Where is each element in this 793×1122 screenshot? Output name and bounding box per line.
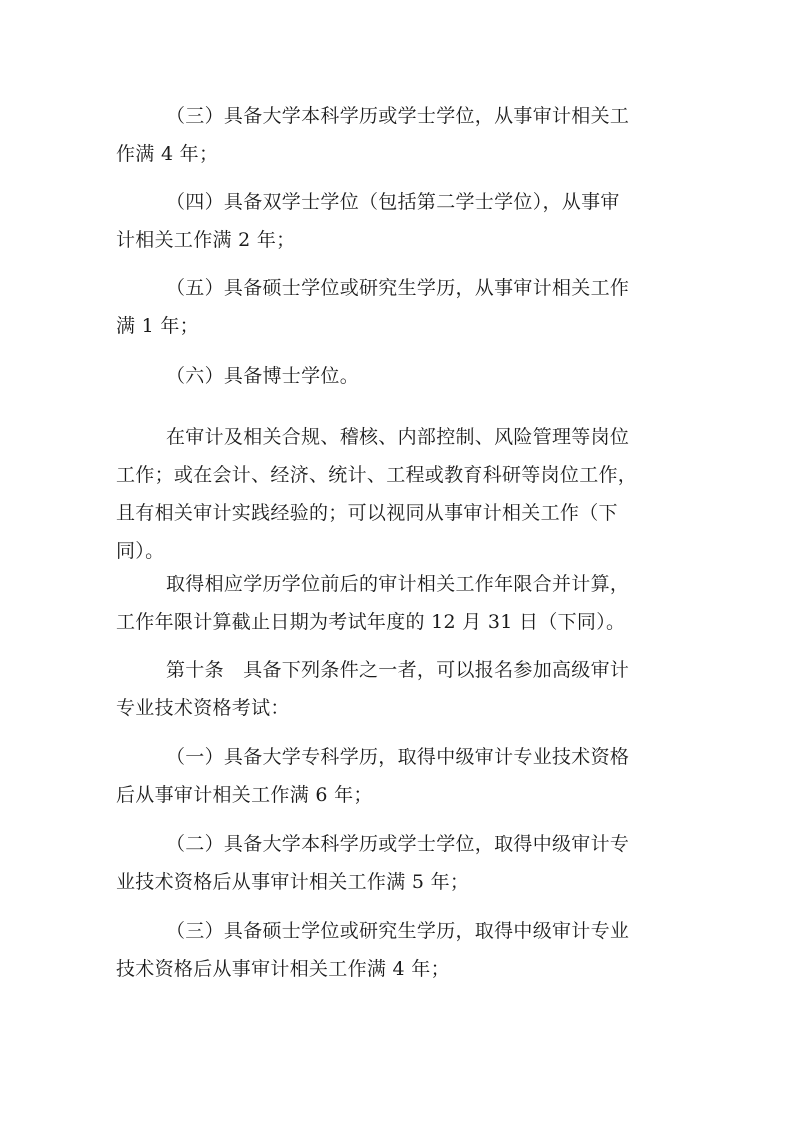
paragraph-clause-5-master: [116, 269, 676, 345]
text-line: （一）具备大学专科学历，取得中级审计专业技术资格: [166, 746, 630, 768]
text-line: 取得相应学历学位前后的审计相关工作年限合并计算，: [166, 573, 630, 595]
text-line: （三）具备大学本科学历或学士学位，从事审计相关工: [166, 105, 630, 127]
text-line: （六）具备博士学位。: [166, 365, 360, 387]
text-line: （四）具备双学士学位（包括第二学士学位），从事审: [166, 191, 620, 213]
text-line: 计相关工作满 2 年；: [116, 229, 296, 251]
text-line: 工作年限计算截止日期为考试年度的 12 月 31 日（下同）。: [116, 611, 626, 633]
paragraph-article-10: [116, 651, 676, 727]
paragraph-clause-3-bachelor: [116, 97, 676, 173]
paragraph-clause-4-double-degree: [116, 183, 676, 259]
text-line: （二）具备大学本科学历或学士学位，取得中级审计专: [166, 833, 630, 855]
text-line: 后从事审计相关工作满 6 年；: [116, 784, 373, 806]
text-line: 在审计及相关合规、稽核、内部控制、风险管理等岗位: [166, 426, 630, 448]
text-line: 满 1 年；: [116, 315, 199, 337]
paragraph-clause-6-doctor: [116, 357, 676, 395]
text-line: 作满 4 年；: [116, 143, 219, 165]
text-line: 技术资格后从事审计相关工作满 4 年；: [116, 958, 450, 980]
paragraph-senior-clause-2: [116, 825, 676, 901]
paragraph-work-years-calculation: [116, 565, 676, 641]
paragraph-equivalent-work: [116, 418, 676, 570]
text-line: 且有相关审计实践经验的；可以视同从事审计相关工作（下: [116, 502, 618, 524]
text-line: （三）具备硕士学位或研究生学历，取得中级审计专业: [166, 920, 630, 942]
paragraph-senior-clause-1: [116, 738, 676, 814]
text-line: 专业技术资格考试：: [116, 697, 290, 719]
text-line: 业技术资格后从事审计相关工作满 5 年；: [116, 871, 470, 893]
text-line: （五）具备硕士学位或研究生学历，从事审计相关工作: [166, 277, 630, 299]
text-line: 第十条 具备下列条件之一者，可以报名参加高级审计: [166, 659, 630, 681]
text-line: 同）。: [116, 540, 165, 562]
paragraph-senior-clause-3: [116, 912, 676, 988]
text-line: 工作；或在会计、经济、统计、工程或教育科研等岗位工作，: [116, 464, 638, 486]
